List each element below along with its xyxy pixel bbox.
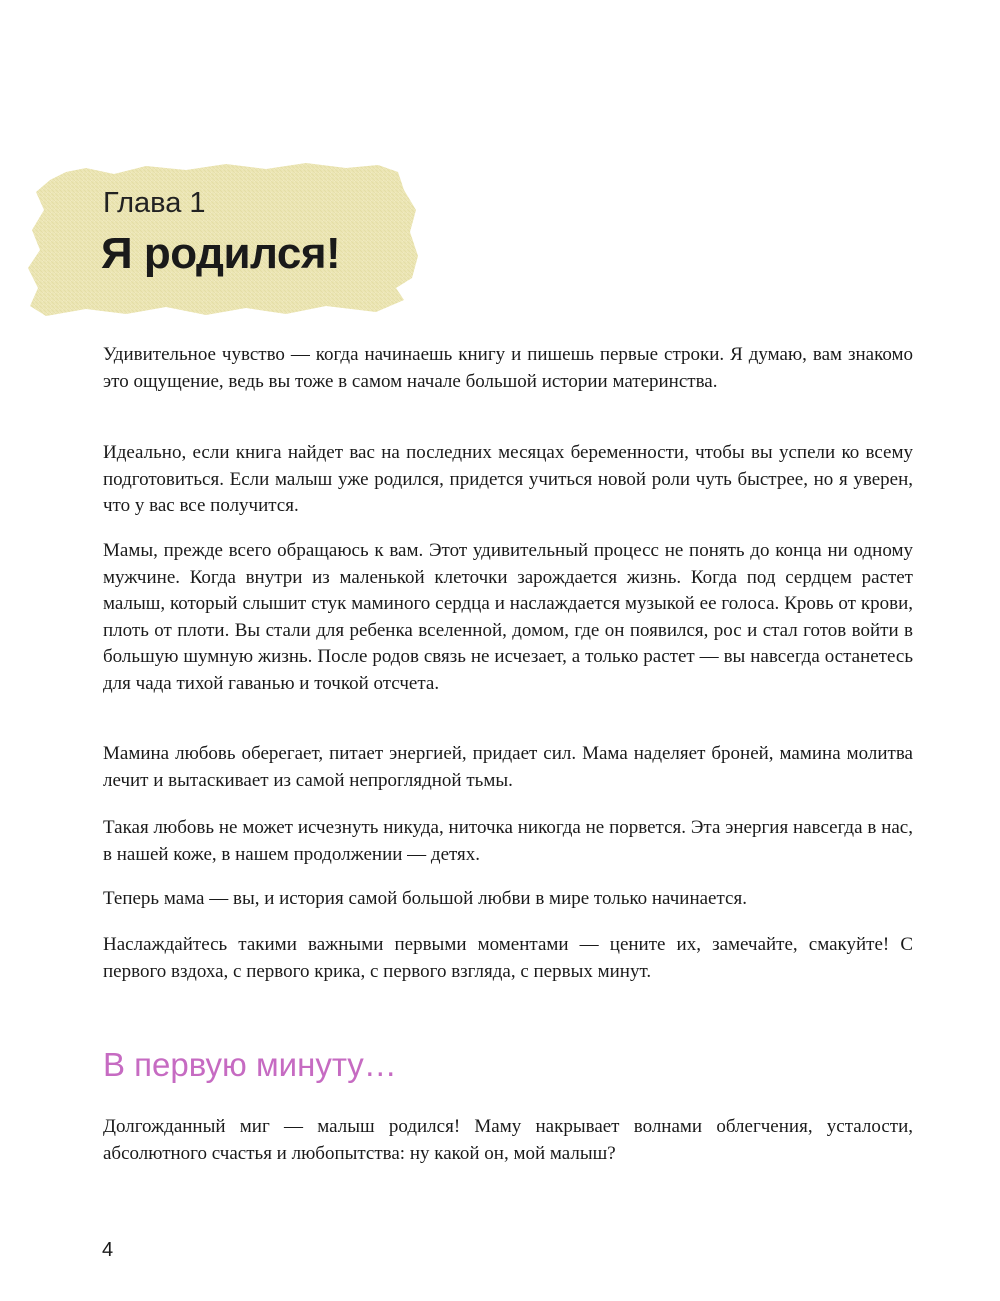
page-number: 4 <box>102 1239 114 1261</box>
paragraph-5: Такая любовь не может исчезнуть никуда, ниточка никогда не порвется. Эта энергия навсегда в нас, в нашей коже, в нашем продолжении — детях. <box>103 817 913 865</box>
paragraph-4: Мамина любовь оберегает, питает энергией, придает сил. Мама наделяет броней, мамина молитва лечит и вытаскивает из самой непроглядной тьмы. <box>103 743 913 791</box>
paragraph-7: Наслаждайтесь такими важными первыми моментами — цените их, замечайте, смакуйте! С первого вздоха, с первого крика, с первого взгляда, с первых минут. <box>103 934 913 982</box>
paragraph-6: Теперь мама — вы, и история самой большой любви в мире только начинается. <box>103 888 747 909</box>
section-paragraph: Долгожданный миг — малыш родился! Маму накрывает волнами облегчения, усталости, абсолютного счастья и любопытства: ну какой он, мой малыш? <box>103 1116 913 1164</box>
section-heading: В первую минуту… <box>103 1046 397 1083</box>
paragraph-2: Идеально, если книга найдет вас на последних месяцах беременности, чтобы вы успели ко всему подготовиться. Если малыш уже родился, придется учиться новой роли чуть быстрее, но я уверен, что у вас все получится. <box>103 442 913 516</box>
chapter-number: Глава 1 <box>103 187 206 219</box>
chapter-title: Я родился! <box>101 229 341 278</box>
paragraph-1: Удивительное чувство — когда начинаешь книгу и пишешь первые строки. Я думаю, вам знакомо это ощущение, ведь вы тоже в самом начале большой истории материнства. <box>103 344 913 392</box>
paragraph-3: Мамы, прежде всего обращаюсь к вам. Этот удивительный процесс не понять до конца ни одному мужчине. Когда внутри из маленькой клеточки зарождается жизнь. Когда под сердцем растет малыш, который слышит стук маминого сердца и наслаждается музыкой ее голоса. Кровь от крови, плоть от плоти. Вы стали для ребенка вселенной, домом, где он появился, рос и стал готов войти в большую шумную жизнь. После родов связь не исчезает, а только растет — вы навсегда останетесь для чада тихой гаванью и точкой отсчета. <box>103 540 913 694</box>
